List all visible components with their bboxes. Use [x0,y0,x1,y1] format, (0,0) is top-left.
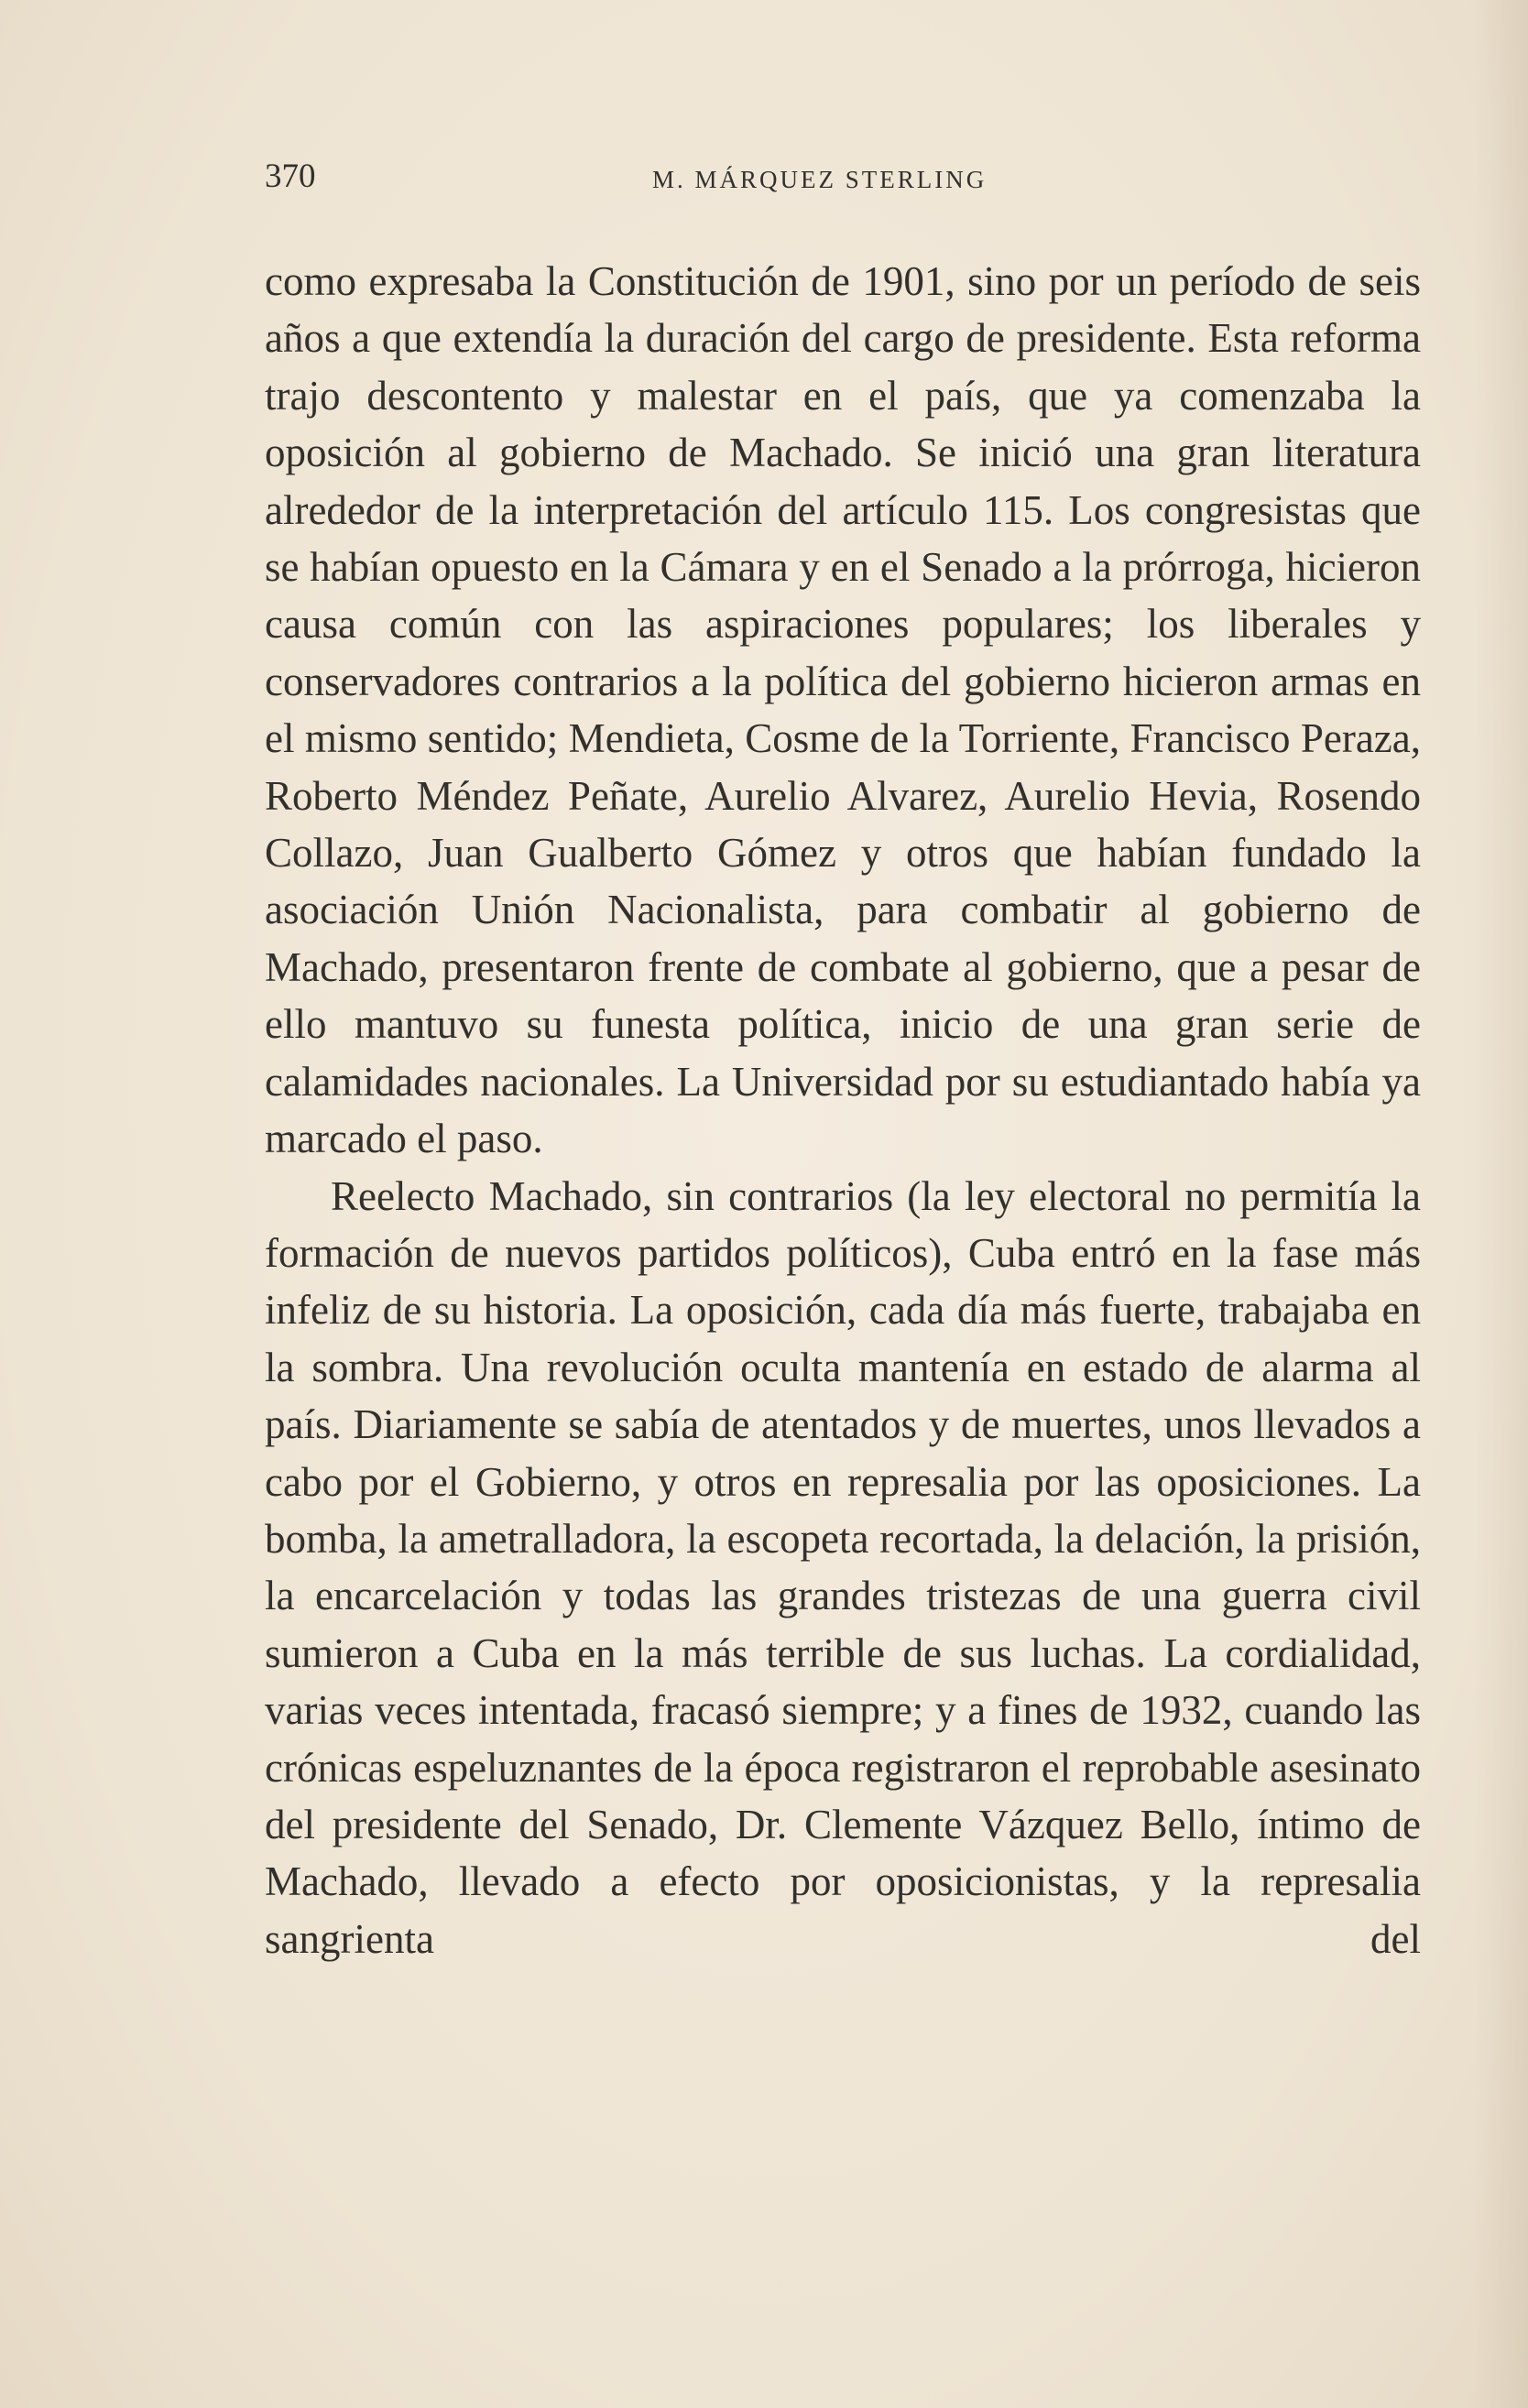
page-number: 370 [265,158,316,195]
paragraph-2: Reelecto Machado, sin contrarios (la ley electoral no permitía la formación de nuevos partidos políticos), Cuba entró en la fase más infeliz de su historia. La oposición, cada día más fuerte, trabajaba en la sombra. Una revolución oculta mantenía en estado de alarma al país. Diariamente se sabía de atentados y de muertes, unos llevados a cabo por el Gobierno, y otros en represalia por las oposiciones. La bomba, la ametralladora, la escopeta recortada, la delación, la prisión, la encarcelación y todas las grandes tristezas de una guerra civil sumieron a Cuba en la más terrible de sus luchas. La cordialidad, varias veces intentada, fracasó siempre; y a fines de 1932, cuando las crónicas espeluznantes de la época registraron el reprobable asesinato del presidente del Senado, Dr. Clemente Vázquez Bello, íntimo de Machado, llevado a efecto por oposicionistas, y la represalia sangrienta del [265,1172,1421,1962]
page-edge-shadow [1473,0,1528,2408]
running-head: M. MÁRQUEZ STERLING [652,166,988,193]
page-header [265,154,1421,200]
body-text [265,253,1421,1967]
paragraph-1: como expresaba la Constitución de 1901, sino por un período de seis años a que extendía la duración del cargo de presidente. Esta reforma trajo descontento y malestar en el país, que ya comenzaba la oposición al gobierno de Machado. Se inició una gran literatura alrededor de la interpretación del artículo 115. Los congresistas que se habían opuesto en la Cámara y en el Senado a la prórroga, hicieron causa común con las aspiraciones populares; los liberales y conservadores contrarios a la política del gobierno hicieron armas en el mismo sentido; Mendieta, Cosme de la Torriente, Francisco Peraza, Roberto Méndez Peñate, Aurelio Alvarez, Aurelio Hevia, Rosendo Collazo, Juan Gualberto Gómez y otros que habían fundado la asociación Unión Nacionalista, para combatir al gobierno de Machado, presentaron frente de combate al gobierno, que a pesar de ello mantuvo su funesta política, inicio de una gran serie de calamidades nacionales. La Universidad por su estudiantado había ya marcado el paso. [265,258,1421,1162]
